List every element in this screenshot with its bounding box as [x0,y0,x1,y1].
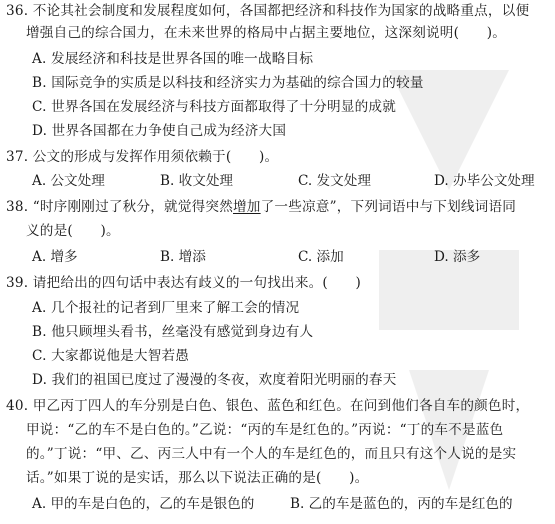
q39-stem: 39. 请把给出的四句话中表达有歧义的一句找出来。( ) [6,275,362,291]
q40-option-a[interactable]: A. 甲的车是白色的，乙的车是银色的 [32,496,255,512]
q38-stem-line1 [6,198,516,216]
q37-option-d[interactable]: D. 办毕公文处理 [434,173,535,189]
q36-stem-line1: 36. 不论其社会制度和发展程度如何，各国都把经济和科技作为国家的战略重点，以便 [6,3,530,19]
q40-stem-line1: 40. 甲乙丙丁四人的车分别是白色、银色、蓝色和红色。在问到他们各自车的颜色时， [6,398,530,414]
q38-option-a[interactable]: A. 增多 [32,249,78,265]
q40-options-row [32,495,552,513]
q37-option-b[interactable]: B. 收文处理 [160,173,234,189]
q37-option-c[interactable]: C. 发文处理 [298,173,371,189]
q40-stem-line4: 话。”如果丁说的是实话，那么以下说法正确的是( )。 [26,470,369,486]
q40-stem-line3: 的。”丁说：“甲、乙、丙三人中有一个人的车是红色的，而且只有这个人说的是实 [26,446,517,462]
q38-stem-pre: 38. “时序刚刚过了秋分，就觉得突然 [6,199,234,215]
q38-stem-post: 了一些凉意”，下列词语中与下划线词语同 [260,199,517,215]
q37-stem: 37. 公文的形成与发挥作用须依赖于( )。 [6,149,279,165]
q40-option-b[interactable]: B. 乙的车是蓝色的，丙的车是红色的 [290,496,513,512]
q39-option-b[interactable]: B. 他只顾埋头看书，丝毫没有感觉到身边有人 [32,324,314,340]
q36-option-c[interactable]: C. 世界各国在发展经济与科技方面都取得了十分明显的成就 [32,99,397,115]
q38-stem-line2: 义的是( )。 [26,223,120,239]
q38-option-c[interactable]: C. 添加 [298,249,344,265]
q39-option-a[interactable]: A. 几个报社的记者到厂里来了解工会的情况 [32,300,300,316]
q38-underlined-word: 增加 [233,199,261,215]
q40-stem-line2: 甲说：“乙的车不是白色的。”乙说：“丙的车是红色的。”丙说：“丁的车不是蓝色 [26,422,504,438]
q36-option-a[interactable]: A. 发展经济和科技是世界各国的唯一战略目标 [32,51,314,67]
q36-option-d[interactable]: D. 世界各国都在力争使自己成为经济大国 [32,123,287,139]
q39-option-d[interactable]: D. 我们的祖国已度过了漫漫的冬夜，欢度着阳光明丽的春天 [32,372,397,388]
q36-stem-line2: 增强自己的综合国力，在未来世界的格局中占据主要地位，这深刻说明( )。 [26,25,506,41]
q36-option-b[interactable]: B. 国际竞争的实质是以科技和经济实力为基础的综合国力的较量 [32,75,424,91]
q38-option-b[interactable]: B. 增添 [160,249,206,265]
q38-options-row [32,248,552,266]
q39-option-c[interactable]: C. 大家都说他是大智若愚 [32,348,190,364]
q37-options-row [32,172,552,190]
q37-option-a[interactable]: A. 公文处理 [32,173,105,189]
q38-option-d[interactable]: D. 添多 [434,249,481,265]
